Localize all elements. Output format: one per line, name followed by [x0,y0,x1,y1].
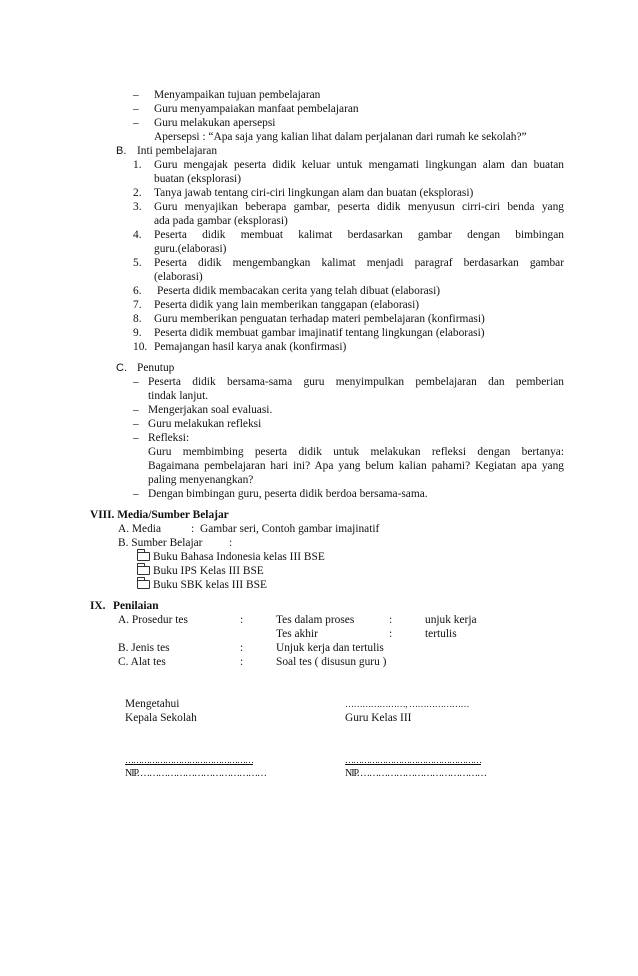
penilaian-colon: : [240,642,244,654]
penilaian-value: Soal tes ( disusun guru ) [276,656,387,668]
list-number: 5. [133,257,142,269]
list-number: 3. [133,201,142,213]
list-item-line: Peserta didik membacakan cerita yang telah dibuat (elaborasi) [157,285,441,297]
list-item-line: Guru memberikan penguatan terhadap materi pembelajaran (konfirmasi) [154,313,485,325]
book-title: Buku IPS Kelas III BSE [153,565,264,577]
list-number: 8. [133,313,142,325]
list-item-line: Guru menyajikan beberapa gambar, peserta didik menyusun cirri-ciri benda yang [154,201,564,213]
section-c-letter: C. [116,362,127,374]
dash-marker: – [133,432,139,444]
sumber-colon: : [229,537,233,549]
dash-marker: – [133,376,139,388]
section-ix-title: Penilaian [113,600,159,612]
penutup-item-line: Refleksi: [148,432,190,444]
dash-marker: – [133,404,139,416]
dash-marker: – [133,488,139,500]
penilaian-colon: : [240,656,244,668]
signature-place-date: …………………, ………………… [345,699,470,709]
signature-left-name: ………………………………………… [125,755,253,765]
list-item-line: Peserta didik yang lain memberikan tanggapan (elaborasi) [154,299,420,311]
signature-left-nip: NIP. …………………………………… [125,768,267,779]
list-item-line: (elaborasi) [154,271,203,283]
list-number: 4. [133,229,142,241]
signature-right-role: Guru Kelas III [345,712,412,724]
signature-left-role: Kepala Sekolah [125,712,197,724]
book-title: Buku Bahasa Indonesia kelas III BSE [153,551,325,563]
list-item-line: Peserta didik mengembangkan kalimat menjadi paragraf berdasarkan gambar [154,257,564,269]
list-number: 9. [133,327,142,339]
penutup-item-line: Dengan bimbingan guru, peserta didik berdoa bersama-sama. [148,488,428,500]
list-item-line: guru.(elaborasi) [154,243,227,255]
dash-marker: – [133,103,139,115]
penutup-item-line: Bagaimana pembelajaran hari ini? Apa yang belum kalian pahami? Kegiatan apa yang [148,460,564,472]
signature-left-heading: Mengetahui [125,698,180,710]
list-number: 7. [133,299,142,311]
penilaian-label: C. Alat tes [118,656,166,668]
section-ix-number: IX. [90,600,106,612]
sumber-label: B. Sumber Belajar [118,537,203,549]
section-viii-title: VIII. Media/Sumber Belajar [90,509,229,521]
penilaian-colon: : [389,614,393,626]
penilaian-label: B. Jenis tes [118,642,170,654]
penilaian-value: tertulis [425,628,457,640]
list-item-line: Peserta didik membuat gambar imajinatif tentang lingkungan (elaborasi) [154,327,485,339]
list-number: 10. [133,341,148,353]
list-item-line: buatan (eksplorasi) [154,173,241,185]
penutup-item-line: tindak lanjut. [148,390,209,402]
folder-icon [137,552,150,561]
list-number: 1. [133,159,142,171]
list-item-line: Guru mengajak peserta didik keluar untuk mengamati lingkungan alam dan buatan [154,159,564,171]
list-number: 2. [133,187,142,199]
media-colon: : [191,523,195,535]
book-item [137,578,267,592]
section-c-title: Penutup [137,362,175,374]
penilaian-value: Tes akhir [276,628,318,640]
list-item-line: Tanya jawab tentang ciri-ciri lingkungan alam dan buatan (eksplorasi) [154,187,474,199]
penutup-item-line: Guru melakukan refleksi [148,418,262,430]
folder-icon [137,566,150,575]
list-item-line: Peserta didik membuat kalimat berdasarkan gambar dengan bimbingan [154,229,564,241]
book-title: Buku SBK kelas III BSE [153,579,267,591]
folder-icon [137,580,150,589]
kegiatan-awal-item: Guru menyampaiakan manfaat pembelajaran [154,103,359,115]
penutup-item-line: Peserta didik bersama-sama guru menyimpulkan pembelajaran dan pemberian [148,376,564,388]
penilaian-colon: : [389,628,393,640]
kegiatan-awal-item: Menyampaikan tujuan pembelajaran [154,89,321,101]
penilaian-value: unjuk kerja [425,614,477,626]
book-item [137,564,264,578]
book-item [137,550,325,564]
penilaian-value: Unjuk kerja dan tertulis [276,642,384,654]
penilaian-value: Tes dalam proses [276,614,355,626]
dash-marker: – [133,117,139,129]
signature-right-name: …………………………………………… [345,755,481,765]
signature-right-nip: NIP. …………………………………… [345,768,487,779]
list-number: 6. [133,285,142,297]
apersepsi-text: Apersepsi : “Apa saja yang kalian lihat dalam perjalanan dari rumah ke sekolah?” [154,131,527,143]
penilaian-label: A. Prosedur tes [118,614,188,626]
penutup-item-line: Guru membimbing peserta didik untuk melakukan refleksi dengan bertanya: [148,446,564,458]
list-item-line: ada pada gambar (eksplorasi) [154,215,288,227]
penutup-item-line: Mengerjakan soal evaluasi. [148,404,273,416]
media-value: Gambar seri, Contoh gambar imajinatif [200,523,380,535]
dash-marker: – [133,418,139,430]
section-b-title: Inti pembelajaran [137,145,218,157]
penilaian-colon: : [240,614,244,626]
media-label: A. Media [118,523,162,535]
section-b-letter: B. [116,145,127,157]
penutup-item-line: paling menyenangkan? [148,474,254,486]
list-item-line: Pemajangan hasil karya anak (konfirmasi) [154,341,347,353]
dash-marker: – [133,89,139,101]
kegiatan-awal-item: Guru melakukan apersepsi [154,117,276,129]
